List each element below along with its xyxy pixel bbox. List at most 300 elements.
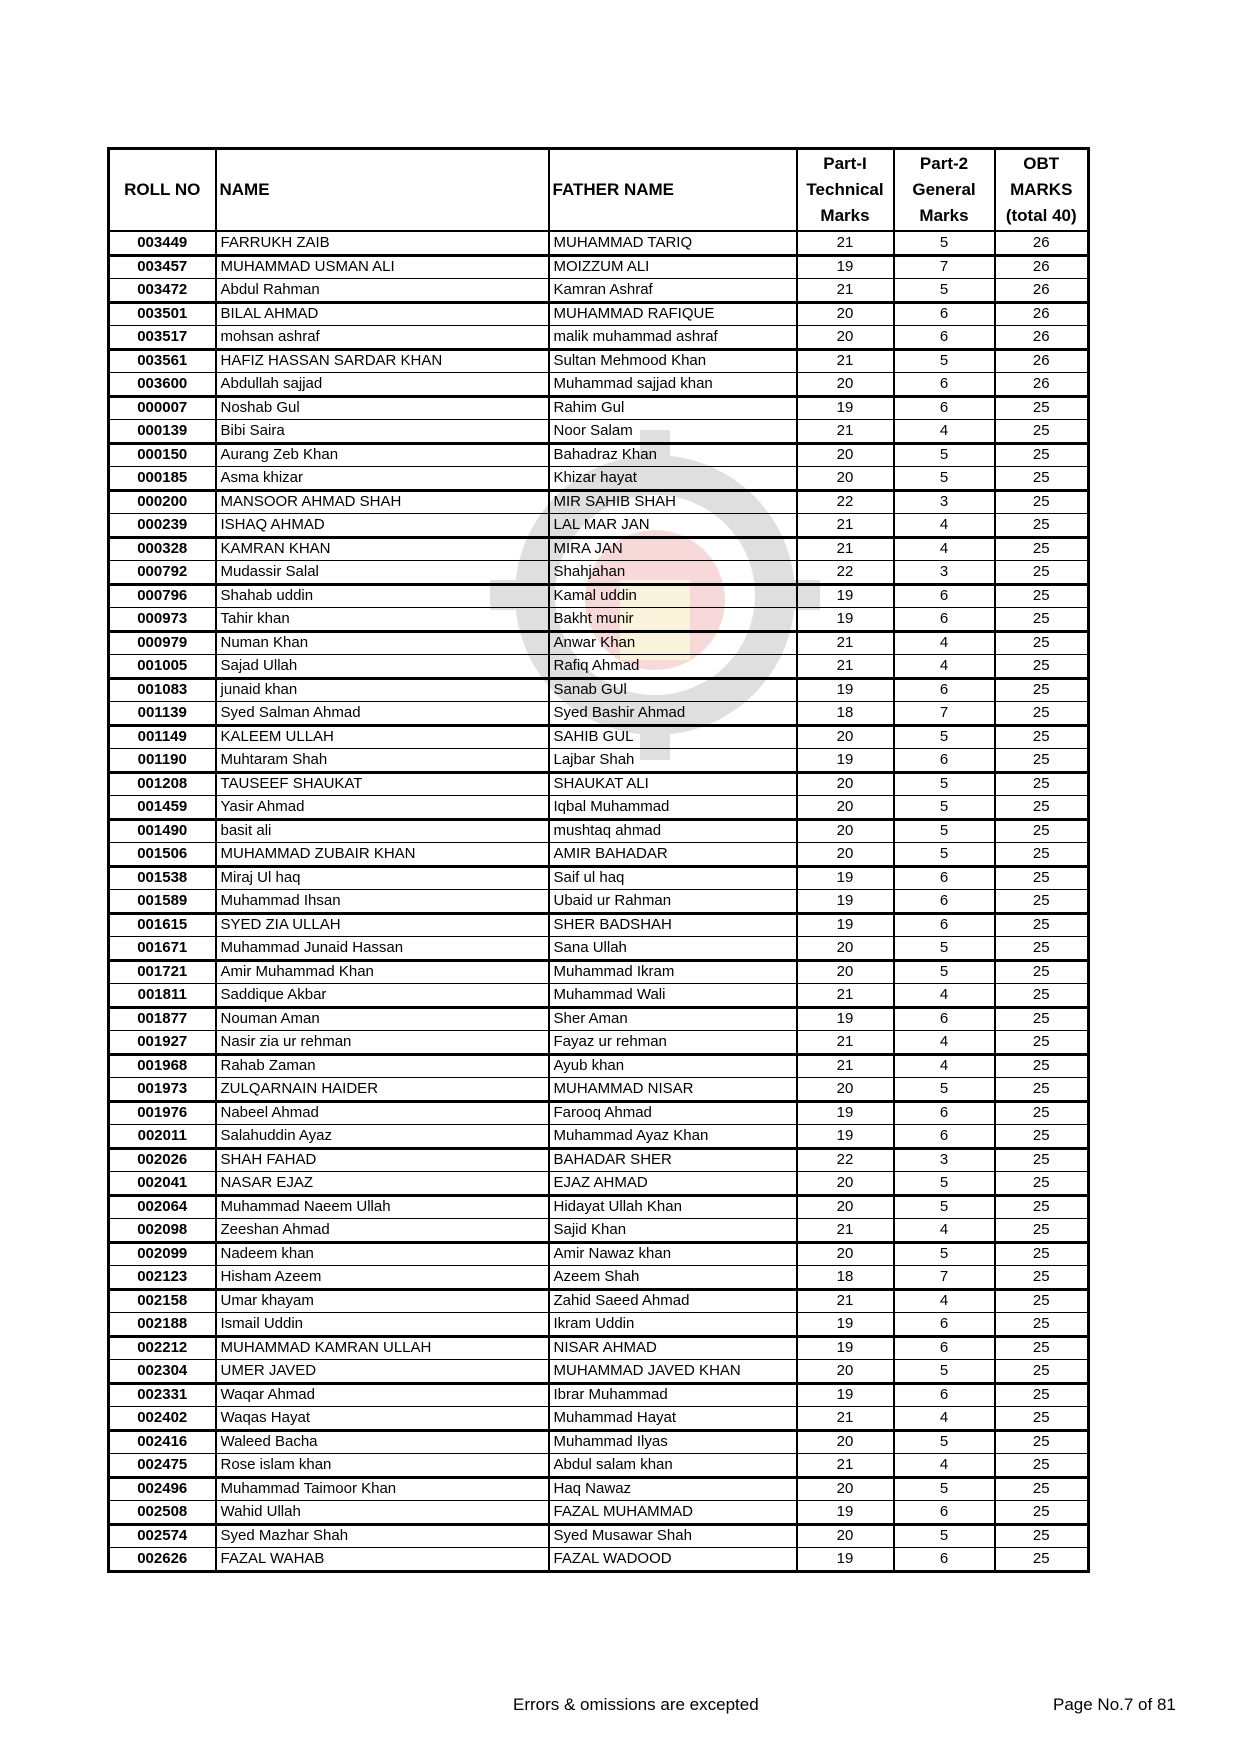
obt-marks-cell: 25 — [995, 1078, 1089, 1102]
part2-marks-cell: 6 — [894, 1007, 995, 1031]
roll-no-cell: 003449 — [109, 231, 216, 255]
obt-marks-cell: 25 — [995, 1548, 1089, 1572]
father-name-cell: EJAZ AHMAD — [549, 1172, 797, 1196]
father-name-cell: malik muhammad ashraf — [549, 326, 797, 350]
father-name-cell: Saif ul haq — [549, 866, 797, 890]
part2-marks-cell: 6 — [894, 608, 995, 632]
table-row — [109, 1501, 1089, 1525]
part2-marks-cell: 6 — [894, 866, 995, 890]
name-cell: HAFIZ HASSAN SARDAR KHAN — [216, 349, 549, 373]
name-cell: Nabeel Ahmad — [216, 1101, 549, 1125]
part1-marks-cell: 21 — [797, 1454, 894, 1478]
table-row — [109, 1430, 1089, 1454]
name-cell: MANSOOR AHMAD SHAH — [216, 490, 549, 514]
part2-marks-cell: 5 — [894, 772, 995, 796]
name-cell: Abdul Rahman — [216, 279, 549, 303]
part1-marks-cell: 19 — [797, 584, 894, 608]
table-row — [109, 279, 1089, 303]
part1-marks-cell: 19 — [797, 749, 894, 773]
father-name-cell: Kamran Ashraf — [549, 279, 797, 303]
roll-no-cell: 001976 — [109, 1101, 216, 1125]
obt-marks-cell: 26 — [995, 231, 1089, 255]
father-name-cell: NISAR AHMAD — [549, 1336, 797, 1360]
obt-marks-cell: 25 — [995, 890, 1089, 914]
father-name-cell: Shahjahan — [549, 561, 797, 585]
part1-marks-cell: 20 — [797, 373, 894, 397]
part2-marks-cell: 4 — [894, 420, 995, 444]
header-part2-line: General — [912, 180, 976, 199]
roll-no-cell: 002496 — [109, 1477, 216, 1501]
obt-marks-cell: 25 — [995, 1313, 1089, 1337]
part1-marks-cell: 20 — [797, 1430, 894, 1454]
part2-marks-cell: 6 — [894, 1125, 995, 1149]
name-cell: MUHAMMAD KAMRAN ULLAH — [216, 1336, 549, 1360]
name-cell: Mudassir Salal — [216, 561, 549, 585]
roll-no-cell: 001538 — [109, 866, 216, 890]
table-row — [109, 514, 1089, 538]
father-name-cell: Sher Aman — [549, 1007, 797, 1031]
part1-marks-cell: 21 — [797, 231, 894, 255]
obt-marks-cell: 25 — [995, 1360, 1089, 1384]
page-number: Page No.7 of 81 — [1053, 1695, 1176, 1714]
name-cell: Wahid Ullah — [216, 1501, 549, 1525]
obt-marks-cell: 25 — [995, 819, 1089, 843]
table-row — [109, 396, 1089, 420]
name-cell: Muhammad Taimoor Khan — [216, 1477, 549, 1501]
part1-marks-cell: 19 — [797, 866, 894, 890]
roll-no-cell: 002158 — [109, 1289, 216, 1313]
table-row — [109, 1172, 1089, 1196]
part2-marks-cell: 6 — [894, 584, 995, 608]
part2-marks-cell: 7 — [894, 1266, 995, 1290]
part2-marks-cell: 5 — [894, 349, 995, 373]
obt-marks-cell: 25 — [995, 866, 1089, 890]
father-name-cell: Azeem Shah — [549, 1266, 797, 1290]
name-cell: Numan Khan — [216, 631, 549, 655]
part1-marks-cell: 19 — [797, 1125, 894, 1149]
header-part2-line: Marks — [919, 206, 969, 225]
father-name-cell: Lajbar Shah — [549, 749, 797, 773]
name-cell: SYED ZIA ULLAH — [216, 913, 549, 937]
table-row — [109, 1219, 1089, 1243]
part2-marks-cell: 6 — [894, 1548, 995, 1572]
name-cell: Nouman Aman — [216, 1007, 549, 1031]
roll-no-cell: 001589 — [109, 890, 216, 914]
table-row — [109, 1031, 1089, 1055]
part1-marks-cell: 21 — [797, 1289, 894, 1313]
father-name-cell: LAL MAR JAN — [549, 514, 797, 538]
table-row — [109, 231, 1089, 255]
obt-marks-cell: 25 — [995, 420, 1089, 444]
obt-marks-cell: 25 — [995, 749, 1089, 773]
obt-marks-cell: 26 — [995, 255, 1089, 279]
part2-marks-cell: 5 — [894, 1242, 995, 1266]
part2-marks-cell: 5 — [894, 843, 995, 867]
father-name-cell: MOIZZUM ALI — [549, 255, 797, 279]
name-cell: KALEEM ULLAH — [216, 725, 549, 749]
header-part1-technical-marks — [797, 149, 894, 232]
table-row — [109, 1054, 1089, 1078]
name-cell: KAMRAN KHAN — [216, 537, 549, 561]
obt-marks-cell: 25 — [995, 608, 1089, 632]
part1-marks-cell: 21 — [797, 537, 894, 561]
obt-marks-cell: 25 — [995, 984, 1089, 1008]
part1-marks-cell: 20 — [797, 1195, 894, 1219]
father-name-cell: Muhammad Ikram — [549, 960, 797, 984]
father-name-cell: mushtaq ahmad — [549, 819, 797, 843]
table-row — [109, 1383, 1089, 1407]
roll-no-cell: 000239 — [109, 514, 216, 538]
part1-marks-cell: 21 — [797, 1407, 894, 1431]
table-row — [109, 866, 1089, 890]
roll-no-cell: 003472 — [109, 279, 216, 303]
table-row — [109, 1454, 1089, 1478]
part2-marks-cell: 6 — [894, 1313, 995, 1337]
table-row — [109, 725, 1089, 749]
obt-marks-cell: 25 — [995, 937, 1089, 961]
part1-marks-cell: 20 — [797, 725, 894, 749]
obt-marks-cell: 25 — [995, 561, 1089, 585]
father-name-cell: Rahim Gul — [549, 396, 797, 420]
roll-no-cell: 002098 — [109, 1219, 216, 1243]
part2-marks-cell: 5 — [894, 443, 995, 467]
father-name-cell: Sultan Mehmood Khan — [549, 349, 797, 373]
part2-marks-cell: 5 — [894, 467, 995, 491]
roll-no-cell: 001490 — [109, 819, 216, 843]
obt-marks-cell: 25 — [995, 1148, 1089, 1172]
part2-marks-cell: 3 — [894, 1148, 995, 1172]
part1-marks-cell: 19 — [797, 608, 894, 632]
part1-marks-cell: 18 — [797, 1266, 894, 1290]
name-cell: Hisham Azeem — [216, 1266, 549, 1290]
table-row — [109, 631, 1089, 655]
part1-marks-cell: 22 — [797, 561, 894, 585]
obt-marks-cell: 25 — [995, 467, 1089, 491]
obt-marks-cell: 25 — [995, 843, 1089, 867]
roll-no-cell: 000979 — [109, 631, 216, 655]
name-cell: ISHAQ AHMAD — [216, 514, 549, 538]
obt-marks-cell: 25 — [995, 443, 1089, 467]
name-cell: Muhtaram Shah — [216, 749, 549, 773]
part1-marks-cell: 20 — [797, 937, 894, 961]
roll-no-cell: 000973 — [109, 608, 216, 632]
obt-marks-cell: 25 — [995, 1524, 1089, 1548]
father-name-cell: Noor Salam — [549, 420, 797, 444]
part2-marks-cell: 6 — [894, 302, 995, 326]
obt-marks-cell: 25 — [995, 1289, 1089, 1313]
father-name-cell: Muhammad Hayat — [549, 1407, 797, 1431]
father-name-cell: Fayaz ur rehman — [549, 1031, 797, 1055]
table-row — [109, 467, 1089, 491]
part1-marks-cell: 19 — [797, 1548, 894, 1572]
obt-marks-cell: 25 — [995, 537, 1089, 561]
name-cell: Zeeshan Ahmad — [216, 1219, 549, 1243]
roll-no-cell: 003501 — [109, 302, 216, 326]
part2-marks-cell: 6 — [894, 1336, 995, 1360]
name-cell: Bibi Saira — [216, 420, 549, 444]
part1-marks-cell: 20 — [797, 1524, 894, 1548]
header-part1-line: Part-I — [823, 154, 867, 173]
name-cell: Rahab Zaman — [216, 1054, 549, 1078]
roll-no-cell: 001877 — [109, 1007, 216, 1031]
part1-marks-cell: 19 — [797, 1336, 894, 1360]
father-name-cell: Sanab GUl — [549, 678, 797, 702]
part2-marks-cell: 4 — [894, 1407, 995, 1431]
name-cell: BILAL AHMAD — [216, 302, 549, 326]
table-row — [109, 913, 1089, 937]
father-name-cell: MUHAMMAD NISAR — [549, 1078, 797, 1102]
part2-marks-cell: 6 — [894, 1501, 995, 1525]
roll-no-cell: 002626 — [109, 1548, 216, 1572]
table-row — [109, 326, 1089, 350]
part1-marks-cell: 22 — [797, 1148, 894, 1172]
obt-marks-cell: 25 — [995, 960, 1089, 984]
table-row — [109, 1336, 1089, 1360]
father-name-cell: SHER BADSHAH — [549, 913, 797, 937]
roll-no-cell: 002188 — [109, 1313, 216, 1337]
roll-no-cell: 002099 — [109, 1242, 216, 1266]
father-name-cell: MUHAMMAD RAFIQUE — [549, 302, 797, 326]
table-row — [109, 537, 1089, 561]
part2-marks-cell: 5 — [894, 1430, 995, 1454]
father-name-cell: Ikram Uddin — [549, 1313, 797, 1337]
table-row — [109, 302, 1089, 326]
father-name-cell: MUHAMMAD TARIQ — [549, 231, 797, 255]
part2-marks-cell: 5 — [894, 960, 995, 984]
table-row — [109, 608, 1089, 632]
obt-marks-cell: 26 — [995, 279, 1089, 303]
father-name-cell: Bahadraz Khan — [549, 443, 797, 467]
part1-marks-cell: 21 — [797, 1219, 894, 1243]
father-name-cell: Zahid Saeed Ahmad — [549, 1289, 797, 1313]
name-cell: MUHAMMAD USMAN ALI — [216, 255, 549, 279]
part1-marks-cell: 20 — [797, 1078, 894, 1102]
roll-no-cell: 001190 — [109, 749, 216, 773]
part2-marks-cell: 4 — [894, 984, 995, 1008]
part1-marks-cell: 20 — [797, 960, 894, 984]
name-cell: basit ali — [216, 819, 549, 843]
roll-no-cell: 001459 — [109, 796, 216, 820]
part2-marks-cell: 4 — [894, 1054, 995, 1078]
obt-marks-cell: 25 — [995, 678, 1089, 702]
father-name-cell: Syed Musawar Shah — [549, 1524, 797, 1548]
roll-no-cell: 000796 — [109, 584, 216, 608]
part2-marks-cell: 4 — [894, 1219, 995, 1243]
part1-marks-cell: 19 — [797, 678, 894, 702]
obt-marks-cell: 26 — [995, 302, 1089, 326]
header-obt-line: OBT — [1023, 154, 1060, 173]
part1-marks-cell: 18 — [797, 702, 894, 726]
header-obt-marks — [995, 149, 1089, 232]
table-row — [109, 1289, 1089, 1313]
father-name-cell: Muhammad Wali — [549, 984, 797, 1008]
name-cell: Yasir Ahmad — [216, 796, 549, 820]
part2-marks-cell: 6 — [894, 326, 995, 350]
part1-marks-cell: 20 — [797, 467, 894, 491]
table-row — [109, 349, 1089, 373]
obt-marks-cell: 25 — [995, 1407, 1089, 1431]
part2-marks-cell: 5 — [894, 1172, 995, 1196]
name-cell: Miraj Ul haq — [216, 866, 549, 890]
header-roll-no: ROLL NO — [109, 149, 216, 232]
header-part2-general-marks — [894, 149, 995, 232]
roll-no-cell: 002304 — [109, 1360, 216, 1384]
table-row — [109, 1125, 1089, 1149]
roll-no-cell: 001811 — [109, 984, 216, 1008]
part2-marks-cell: 5 — [894, 1195, 995, 1219]
table-row — [109, 373, 1089, 397]
father-name-cell: MUHAMMAD JAVED KHAN — [549, 1360, 797, 1384]
part1-marks-cell: 20 — [797, 819, 894, 843]
father-name-cell: Farooq Ahmad — [549, 1101, 797, 1125]
father-name-cell: Abdul salam khan — [549, 1454, 797, 1478]
part1-marks-cell: 20 — [797, 302, 894, 326]
obt-marks-cell: 25 — [995, 1219, 1089, 1243]
table-row — [109, 937, 1089, 961]
obt-marks-cell: 25 — [995, 1125, 1089, 1149]
table-row — [109, 420, 1089, 444]
part1-marks-cell: 21 — [797, 514, 894, 538]
roll-no-cell: 002416 — [109, 1430, 216, 1454]
roll-no-cell: 001208 — [109, 772, 216, 796]
roll-no-cell: 002064 — [109, 1195, 216, 1219]
table-row — [109, 490, 1089, 514]
roll-no-cell: 003517 — [109, 326, 216, 350]
header-obt-line: MARKS — [1010, 180, 1073, 199]
father-name-cell: MIRA JAN — [549, 537, 797, 561]
part1-marks-cell: 20 — [797, 1360, 894, 1384]
name-cell: NASAR EJAZ — [216, 1172, 549, 1196]
part2-marks-cell: 4 — [894, 1031, 995, 1055]
father-name-cell: Iqbal Muhammad — [549, 796, 797, 820]
table-row — [109, 1360, 1089, 1384]
part2-marks-cell: 7 — [894, 255, 995, 279]
father-name-cell: MIR SAHIB SHAH — [549, 490, 797, 514]
part2-marks-cell: 4 — [894, 1289, 995, 1313]
table-row — [109, 1313, 1089, 1337]
father-name-cell: Rafiq Ahmad — [549, 655, 797, 679]
name-cell: Tahir khan — [216, 608, 549, 632]
name-cell: Umar khayam — [216, 1289, 549, 1313]
roll-no-cell: 000328 — [109, 537, 216, 561]
part2-marks-cell: 5 — [894, 1477, 995, 1501]
part1-marks-cell: 21 — [797, 349, 894, 373]
part1-marks-cell: 19 — [797, 1313, 894, 1337]
part1-marks-cell: 20 — [797, 443, 894, 467]
roll-no-cell: 000007 — [109, 396, 216, 420]
part1-marks-cell: 19 — [797, 1383, 894, 1407]
roll-no-cell: 002331 — [109, 1383, 216, 1407]
part1-marks-cell: 21 — [797, 1031, 894, 1055]
obt-marks-cell: 25 — [995, 1454, 1089, 1478]
obt-marks-cell: 25 — [995, 1266, 1089, 1290]
part2-marks-cell: 4 — [894, 631, 995, 655]
roll-no-cell: 002574 — [109, 1524, 216, 1548]
roll-no-cell: 001927 — [109, 1031, 216, 1055]
table-row — [109, 960, 1089, 984]
part1-marks-cell: 20 — [797, 1172, 894, 1196]
obt-marks-cell: 26 — [995, 373, 1089, 397]
table-row — [109, 702, 1089, 726]
results-table — [107, 147, 1090, 1573]
part2-marks-cell: 6 — [894, 678, 995, 702]
roll-no-cell: 001973 — [109, 1078, 216, 1102]
father-name-cell: Ubaid ur Rahman — [549, 890, 797, 914]
obt-marks-cell: 25 — [995, 1383, 1089, 1407]
roll-no-cell: 001968 — [109, 1054, 216, 1078]
table-row — [109, 1007, 1089, 1031]
roll-no-cell: 003457 — [109, 255, 216, 279]
name-cell: Sajad Ullah — [216, 655, 549, 679]
name-cell: Waqas Hayat — [216, 1407, 549, 1431]
obt-marks-cell: 25 — [995, 1477, 1089, 1501]
part1-marks-cell: 19 — [797, 890, 894, 914]
part1-marks-cell: 19 — [797, 1007, 894, 1031]
obt-marks-cell: 26 — [995, 326, 1089, 350]
obt-marks-cell: 25 — [995, 396, 1089, 420]
father-name-cell: Bakht munir — [549, 608, 797, 632]
part2-marks-cell: 6 — [894, 749, 995, 773]
roll-no-cell: 000792 — [109, 561, 216, 585]
table-row — [109, 1078, 1089, 1102]
name-cell: Amir Muhammad Khan — [216, 960, 549, 984]
roll-no-cell: 001721 — [109, 960, 216, 984]
obt-marks-cell: 25 — [995, 1007, 1089, 1031]
part2-marks-cell: 5 — [894, 231, 995, 255]
obt-marks-cell: 26 — [995, 349, 1089, 373]
father-name-cell: BAHADAR SHER — [549, 1148, 797, 1172]
father-name-cell: Syed Bashir Ahmad — [549, 702, 797, 726]
name-cell: Rose islam khan — [216, 1454, 549, 1478]
part1-marks-cell: 20 — [797, 1242, 894, 1266]
father-name-cell: Muhammad Ilyas — [549, 1430, 797, 1454]
table-row — [109, 1148, 1089, 1172]
father-name-cell: Kamal uddin — [549, 584, 797, 608]
roll-no-cell: 002011 — [109, 1125, 216, 1149]
part1-marks-cell: 21 — [797, 279, 894, 303]
part1-marks-cell: 19 — [797, 255, 894, 279]
roll-no-cell: 002026 — [109, 1148, 216, 1172]
part1-marks-cell: 20 — [797, 772, 894, 796]
roll-no-cell: 000185 — [109, 467, 216, 491]
name-cell: Muhammad Junaid Hassan — [216, 937, 549, 961]
roll-no-cell: 002402 — [109, 1407, 216, 1431]
obt-marks-cell: 25 — [995, 725, 1089, 749]
part1-marks-cell: 20 — [797, 1477, 894, 1501]
obt-marks-cell: 25 — [995, 1242, 1089, 1266]
father-name-cell: FAZAL MUHAMMAD — [549, 1501, 797, 1525]
table-row — [109, 772, 1089, 796]
header-part1-line: Technical — [806, 180, 884, 199]
part2-marks-cell: 5 — [894, 796, 995, 820]
part1-marks-cell: 19 — [797, 396, 894, 420]
part2-marks-cell: 5 — [894, 819, 995, 843]
obt-marks-cell: 25 — [995, 1430, 1089, 1454]
roll-no-cell: 003600 — [109, 373, 216, 397]
table-row — [109, 843, 1089, 867]
roll-no-cell: 001506 — [109, 843, 216, 867]
father-name-cell: Hidayat Ullah Khan — [549, 1195, 797, 1219]
part2-marks-cell: 3 — [894, 490, 995, 514]
obt-marks-cell: 25 — [995, 1054, 1089, 1078]
name-cell: TAUSEEF SHAUKAT — [216, 772, 549, 796]
roll-no-cell: 001005 — [109, 655, 216, 679]
part2-marks-cell: 4 — [894, 1454, 995, 1478]
roll-no-cell: 002123 — [109, 1266, 216, 1290]
table-row — [109, 819, 1089, 843]
table-row — [109, 1266, 1089, 1290]
father-name-cell: Khizar hayat — [549, 467, 797, 491]
